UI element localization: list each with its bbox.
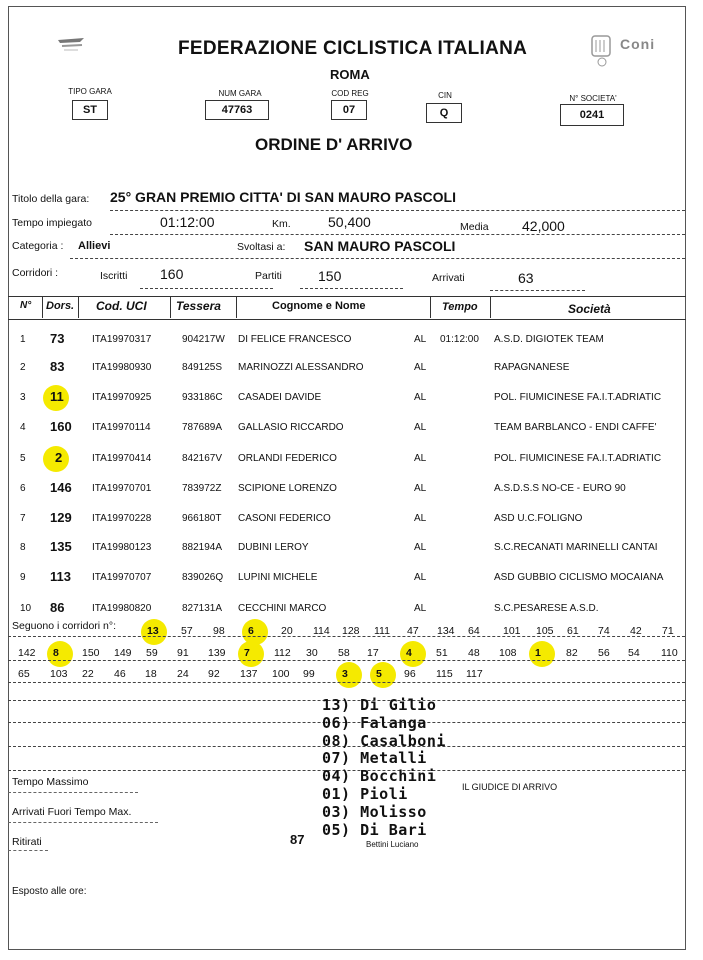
rider-number: 115	[436, 668, 453, 680]
cell-card: 787689A	[182, 422, 223, 433]
cell-team: POL. FIUMICINESE FA.I.T.ADRIATIC	[494, 453, 662, 464]
dotted-line	[110, 234, 685, 235]
table-row	[8, 449, 686, 469]
dotted-line	[8, 822, 158, 823]
dotted-line	[8, 682, 685, 683]
rider-number: 108	[499, 647, 517, 659]
header-card: Tessera	[176, 299, 221, 313]
cell-card: 849125S	[182, 362, 223, 373]
cell-team: ASD GUBBIO CICLISMO MOCAIANA	[494, 572, 664, 583]
cell-card: 827131A	[182, 603, 223, 614]
cell-bib: 160	[50, 419, 72, 434]
rider-number: 46	[114, 668, 126, 680]
cell-name: DUBINI LEROY	[238, 542, 309, 553]
table-row	[8, 509, 686, 529]
cell-cat: AL	[414, 422, 427, 433]
cell-card: 839026Q	[182, 572, 224, 583]
rider-number: 4	[406, 647, 412, 659]
rider-number: 110	[661, 647, 678, 659]
rider-number: 3	[342, 668, 348, 680]
cell-pos: 7	[20, 513, 26, 524]
handwritten-line: 13) Di Gilio	[322, 696, 437, 714]
cell-uci: ITA19970414	[92, 453, 152, 464]
rider-number: 142	[18, 647, 36, 659]
handwritten-line: 06) Falanga	[322, 713, 427, 732]
rider-number: 6	[248, 625, 254, 637]
table-row	[8, 479, 686, 499]
rider-number: 8	[53, 647, 59, 659]
cell-bib: 2	[55, 450, 63, 465]
rider-number: 82	[566, 647, 578, 659]
cell-pos: 8	[20, 542, 26, 553]
code-value-cin: Q	[426, 103, 462, 123]
rider-number: 17	[367, 647, 379, 659]
handwritten-line: 08) Casalboni	[322, 731, 446, 750]
handwritten-line: 03) Molisso	[322, 802, 427, 821]
cell-cat: AL	[414, 392, 427, 403]
race-title: 25° GRAN PREMIO CITTA' DI SAN MAURO PASCOLI	[110, 189, 456, 205]
table-row	[8, 418, 686, 438]
rider-number: 91	[177, 647, 189, 659]
cell-team: A.S.D.S.S NO-CE - EURO 90	[494, 483, 626, 494]
dotted-line	[8, 850, 48, 851]
rider-number: 98	[213, 625, 225, 637]
dotted-line	[140, 288, 273, 289]
highlight-marker	[370, 662, 396, 688]
registered-value: 160	[160, 266, 184, 282]
following-row	[0, 644, 678, 664]
retired-value: 87	[290, 832, 305, 847]
rider-number: 139	[208, 647, 226, 659]
cell-pos: 5	[20, 453, 26, 464]
rider-number: 7	[244, 647, 250, 659]
cell-card: 933186C	[182, 392, 223, 403]
rider-number: 96	[404, 668, 416, 680]
cell-name: SCIPIONE LORENZO	[238, 483, 337, 494]
rider-number: 112	[274, 647, 291, 659]
cell-bib: 83	[50, 359, 65, 374]
cell-uci: ITA19970701	[92, 483, 152, 494]
cell-bib: 129	[50, 510, 72, 525]
code-value-n-societa: 0241	[560, 104, 624, 126]
code-label-cin: CIN	[438, 91, 452, 100]
max-time-label: Tempo Massimo	[12, 776, 89, 788]
time-label: Tempo impiegato	[12, 217, 92, 229]
rider-number: 92	[208, 668, 220, 680]
cell-pos: 3	[20, 392, 26, 403]
cell-uci: ITA19970114	[92, 422, 151, 433]
cell-pos: 9	[20, 572, 26, 583]
posted-label: Esposto alle ore:	[12, 886, 87, 897]
cell-team: TEAM BARBLANCO - ENDI CAFFE'	[494, 422, 657, 433]
col-divider	[430, 296, 431, 318]
handwritten-line: 07) Metalli	[322, 749, 427, 768]
rider-number: 100	[272, 668, 290, 680]
cell-cat: AL	[414, 542, 427, 553]
rider-number: 48	[468, 647, 480, 659]
cell-team: POL. FIUMICINESE FA.I.T.ADRIATIC	[494, 392, 662, 403]
out-of-time-label: Arrivati Fuori Tempo Max.	[12, 806, 132, 818]
rider-number: 149	[114, 647, 132, 659]
rider-number: 150	[82, 647, 100, 659]
cell-bib: 113	[50, 569, 71, 584]
header-time: Tempo	[442, 301, 478, 313]
time-value: 01:12:00	[160, 214, 215, 230]
code-value-cod-reg: 07	[331, 100, 367, 120]
header-uci: Cod. UCI	[96, 299, 147, 313]
highlight-marker	[238, 641, 264, 667]
cell-card: 904217W	[182, 334, 225, 345]
cell-pos: 4	[20, 422, 26, 433]
cell-bib: 135	[50, 539, 72, 554]
rider-number: 56	[598, 647, 610, 659]
header-pos: N°	[20, 300, 32, 311]
cell-team: S.C.PESARESE A.S.D.	[494, 603, 599, 614]
cell-bib: 11	[50, 389, 64, 404]
rider-number: 114	[313, 625, 330, 637]
cell-cat: AL	[414, 572, 427, 583]
rider-number: 42	[630, 625, 642, 637]
cell-bib: 146	[50, 480, 72, 495]
retired-label: Ritirati	[12, 836, 42, 848]
cell-name: CASADEI DAVIDE	[238, 392, 322, 403]
highlight-marker	[529, 641, 555, 667]
cell-uci: ITA19980123	[92, 542, 152, 553]
dotted-line	[70, 258, 685, 259]
code-label-cod-reg: COD REG	[331, 89, 369, 98]
rider-number: 99	[303, 668, 315, 680]
table-row	[8, 599, 686, 619]
code-value-num-gara: 47763	[205, 100, 269, 120]
cell-uci: ITA19970317	[92, 334, 152, 345]
highlight-marker	[400, 641, 426, 667]
col-divider	[490, 296, 491, 318]
judge-label: IL GIUDICE DI ARRIVO	[462, 782, 558, 792]
dotted-line	[490, 290, 585, 291]
cell-name: CASONI FEDERICO	[238, 513, 331, 524]
dotted-line	[8, 792, 138, 793]
place-label: Svoltasi a:	[237, 241, 286, 253]
table-row	[8, 358, 686, 378]
rider-number: 105	[536, 625, 554, 637]
table-row	[8, 538, 686, 558]
col-divider	[170, 296, 171, 318]
rider-number: 24	[177, 668, 189, 680]
rider-number: 1	[535, 647, 541, 659]
cell-cat: AL	[414, 362, 427, 373]
avg-label: Media	[460, 221, 489, 233]
col-divider	[42, 296, 43, 318]
rider-number: 59	[146, 647, 158, 659]
cell-name: LUPINI MICHELE	[238, 572, 318, 583]
rider-number: 71	[662, 625, 674, 637]
rider-number: 128	[342, 625, 360, 637]
started-label: Partiti	[255, 270, 282, 282]
rider-number: 61	[567, 625, 579, 637]
avg-value: 42,000	[522, 218, 565, 234]
cell-uci: ITA19980820	[92, 603, 152, 614]
cell-uci: ITA19970707	[92, 572, 152, 583]
rider-number: 65	[18, 668, 30, 680]
coni-logo	[588, 34, 668, 72]
following-label: Seguono i corridori n°:	[12, 620, 117, 632]
dotted-line	[300, 288, 403, 289]
coni-logo-text: Coni	[620, 36, 656, 52]
handwritten-line: 01) Pioli	[322, 785, 408, 803]
race-title-label: Titolo della gara:	[12, 193, 90, 205]
highlight-marker	[47, 641, 73, 667]
riders-label: Corridori :	[12, 267, 59, 279]
code-label-tipo-gara: TIPO GARA	[68, 87, 112, 96]
col-divider	[236, 296, 237, 318]
rider-number: 111	[374, 625, 390, 637]
category-label: Categoria :	[12, 240, 64, 252]
rider-number: 103	[50, 668, 68, 680]
header-bib: Dors.	[46, 300, 75, 312]
order-title: ORDINE D' ARRIVO	[255, 135, 413, 154]
cell-cat: AL	[414, 334, 427, 345]
rider-number: 13	[147, 625, 159, 637]
cell-cat: AL	[414, 453, 427, 464]
cell-name: ORLANDI FEDERICO	[238, 453, 337, 464]
handwritten-line: 04) Bocchini	[322, 767, 437, 786]
rider-number: 117	[466, 668, 483, 680]
km-label: Km.	[272, 218, 291, 230]
cell-uci: ITA19970925	[92, 392, 152, 403]
cell-time: 01:12:00	[440, 334, 479, 345]
following-row	[0, 622, 678, 642]
registered-label: Iscritti	[100, 270, 128, 282]
cell-pos: 6	[20, 483, 26, 494]
rider-number: 20	[281, 625, 293, 637]
city-label: ROMA	[330, 67, 370, 82]
cell-pos: 1	[20, 334, 26, 345]
rider-number: 64	[468, 625, 480, 637]
table-row	[8, 330, 686, 350]
cell-team: A.S.D. DIGIOTEK TEAM	[494, 334, 604, 345]
cell-uci: ITA19970228	[92, 513, 152, 524]
dotted-line	[8, 636, 685, 637]
rider-number: 58	[338, 647, 350, 659]
rider-number: 5	[376, 668, 382, 680]
rider-number: 51	[436, 647, 448, 659]
rider-number: 101	[503, 625, 521, 637]
rider-number: 134	[437, 625, 455, 637]
code-label-num-gara: NUM GARA	[218, 89, 262, 98]
rider-number: 54	[628, 647, 640, 659]
started-value: 150	[318, 268, 342, 284]
rider-number: 74	[598, 625, 610, 637]
rider-number: 22	[82, 668, 94, 680]
cell-uci: ITA19980930	[92, 362, 152, 373]
cell-name: CECCHINI MARCO	[238, 603, 327, 614]
cell-card: 966180T	[182, 513, 222, 524]
federation-title: FEDERAZIONE CICLISTICA ITALIANA	[178, 38, 528, 59]
cell-bib: 86	[50, 600, 65, 615]
rider-number: 30	[306, 647, 318, 659]
highlight-marker	[336, 662, 362, 688]
cell-bib: 73	[50, 331, 65, 346]
arrived-label: Arrivati	[432, 272, 465, 284]
table-row	[8, 568, 686, 588]
category-value: Allievi	[78, 240, 111, 252]
cell-name: DI FELICE FRANCESCO	[238, 334, 352, 345]
km-value: 50,400	[328, 214, 371, 230]
cell-pos: 10	[20, 603, 32, 614]
rider-number: 57	[181, 625, 193, 637]
header-name: Cognome e Nome	[272, 300, 366, 312]
arrived-value: 63	[518, 270, 534, 286]
rider-number: 137	[240, 668, 258, 680]
col-divider	[78, 296, 79, 318]
table-row	[8, 388, 686, 408]
code-value-tipo-gara: ST	[72, 100, 108, 120]
cell-cat: AL	[414, 603, 427, 614]
rider-number: 18	[145, 668, 157, 680]
cell-team: S.C.RECANATI MARINELLI CANTAI	[494, 542, 658, 553]
cell-cat: AL	[414, 513, 427, 524]
dotted-line	[110, 210, 685, 211]
dotted-line	[8, 660, 685, 661]
cell-team: RAPAGNANESE	[494, 362, 570, 373]
cell-name: MARINOZZI ALESSANDRO	[238, 362, 364, 373]
judge-name: Bettini Luciano	[366, 840, 419, 849]
place-value: SAN MAURO PASCOLI	[304, 238, 456, 254]
cell-name: GALLASIO RICCARDO	[238, 422, 344, 433]
cell-team: ASD U.C.FOLIGNO	[494, 513, 583, 524]
cell-card: 783972Z	[182, 483, 222, 494]
cell-cat: AL	[414, 483, 427, 494]
handwritten-line: 05) Di Bari	[322, 820, 427, 839]
code-label-n-societa: N° SOCIETA'	[569, 94, 617, 103]
cell-pos: 2	[20, 362, 26, 373]
fci-logo	[54, 32, 90, 56]
cell-card: 842167V	[182, 453, 223, 464]
rider-number: 47	[407, 625, 419, 637]
header-team: Società	[568, 302, 611, 316]
cell-card: 882194A	[182, 542, 223, 553]
